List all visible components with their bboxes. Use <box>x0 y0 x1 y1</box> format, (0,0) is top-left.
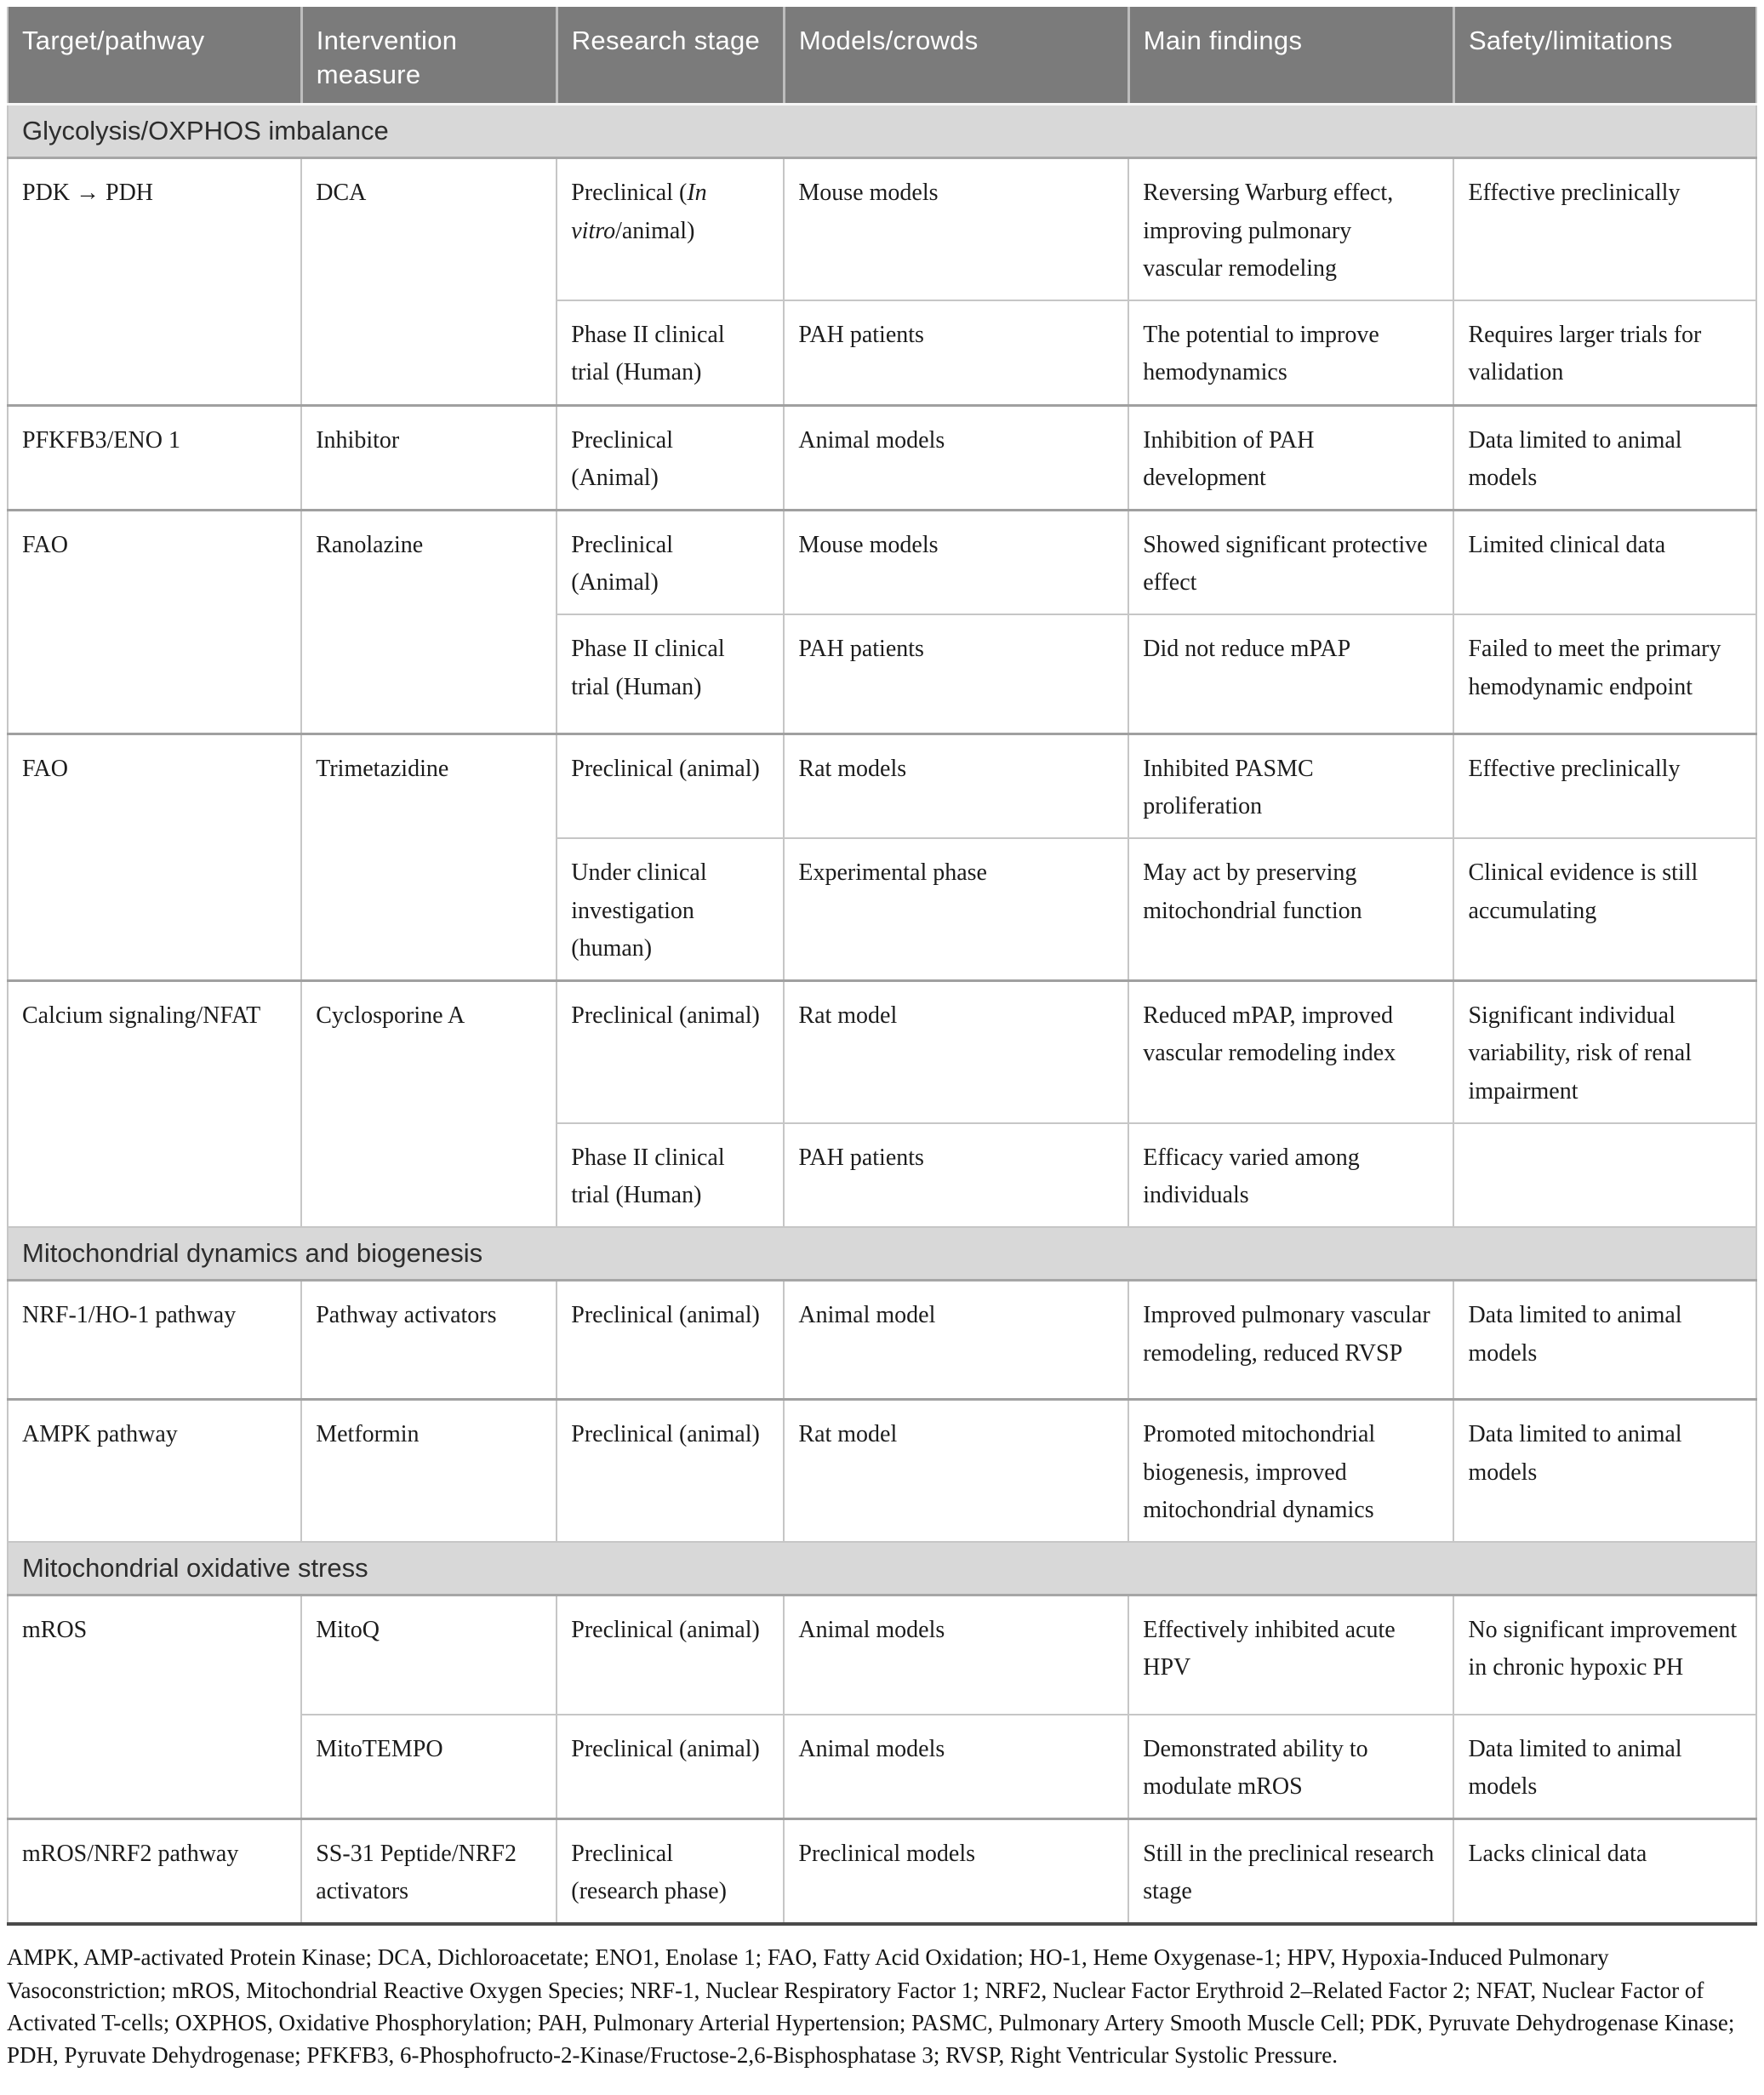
cell-findings: Did not reduce mPAP <box>1128 614 1453 734</box>
cell-models: PAH patients <box>784 300 1128 405</box>
column-header-safety-limitations: Safety/limitations <box>1453 7 1756 105</box>
cell-models: Rat models <box>784 734 1128 838</box>
cell-models: Animal models <box>784 405 1128 510</box>
cell-findings: Inhibition of PAH development <box>1128 405 1453 510</box>
cell-safety: Data limited to animal models <box>1453 1400 1756 1542</box>
cell-models: Animal model <box>784 1281 1128 1400</box>
section-title: Mitochondrial oxidative stress <box>8 1542 1756 1596</box>
cell-intervention: SS-31 Peptide/NRF2 activators <box>301 1818 557 1924</box>
cell-stage: Preclinical (Animal) <box>557 510 784 614</box>
cell-safety: Failed to meet the primary hemodynamic endpoint <box>1453 614 1756 734</box>
cell-safety: Effective preclinically <box>1453 734 1756 838</box>
table-row <box>8 405 1756 510</box>
cell-findings: Reversing Warburg effect, improving pulmonary vascular remodeling <box>1128 158 1453 300</box>
cell-stage: Under clinical investigation (human) <box>557 838 784 980</box>
section-header-mitochondrial-oxidative-stress <box>8 1542 1756 1596</box>
cell-safety: Requires larger trials for validation <box>1453 300 1756 405</box>
column-header-research-stage: Research stage <box>557 7 784 105</box>
cell-stage: Preclinical (animal) <box>557 734 784 838</box>
cell-intervention: Metformin <box>301 1400 557 1542</box>
cell-intervention: Trimetazidine <box>301 734 557 980</box>
cell-models: Rat model <box>784 981 1128 1123</box>
cell-target: AMPK pathway <box>8 1400 301 1542</box>
cell-safety <box>1453 1123 1756 1227</box>
cell-target: PDK → PDH <box>8 158 301 405</box>
cell-models: Mouse models <box>784 510 1128 614</box>
cell-target: NRF-1/HO-1 pathway <box>8 1281 301 1400</box>
cell-intervention: MitoQ <box>301 1596 557 1715</box>
column-header-intervention-measure: Intervention measure <box>301 7 557 105</box>
cell-models: PAH patients <box>784 614 1128 734</box>
cell-safety: Significant individual variability, risk of renal impairment <box>1453 981 1756 1123</box>
abbreviations-footnote: AMPK, AMP-activated Protein Kinase; DCA, Dichloroacetate; ENO1, Enolase 1; FAO, Fatty Acid Oxidation; HO-1, Heme Oxygenase-1; HPV, Hypoxia-Induced Pulmonary Vasoconstriction; mROS, Mitochondrial Reactive Oxygen Species; NRF-1, Nuclear Respiratory Factor 1; NRF2, Nuclear Factor Erythroid 2–Related Factor 2; NFAT, Nuclear Factor of Activated T-cells; OXPHOS, Oxidative Phosphorylation; PAH, Pulmonary Arterial Hypertension; PASMC, Pulmonary Artery Smooth Muscle Cell; PDK, Pyruvate Dehydrogenase Kinase; PDH, Pyruvate Dehydrogenase; PFKFB3, 6-Phosphofructo-2-Kinase/Fructose-2,6-Bisphosphatase 3; RVSP, Right Ventricular Systolic Pressure. <box>7 1944 1735 2069</box>
treatments-table <box>7 7 1757 1926</box>
cell-safety: Limited clinical data <box>1453 510 1756 614</box>
cell-safety: Lacks clinical data <box>1453 1818 1756 1924</box>
cell-stage: Preclinical (animal) <box>557 1281 784 1400</box>
cell-intervention: Ranolazine <box>301 510 557 734</box>
cell-target: FAO <box>8 734 301 980</box>
cell-findings: Inhibited PASMC proliferation <box>1128 734 1453 838</box>
cell-stage: Preclinical (animal) <box>557 1715 784 1819</box>
cell-intervention: DCA <box>301 158 557 405</box>
column-header-main-findings: Main findings <box>1128 7 1453 105</box>
cell-target: FAO <box>8 510 301 734</box>
cell-models: Rat model <box>784 1400 1128 1542</box>
cell-stage: Phase II clinical trial (Human) <box>557 300 784 405</box>
cell-findings: Efficacy varied among individuals <box>1128 1123 1453 1227</box>
cell-findings: Effectively inhibited acute HPV <box>1128 1596 1453 1715</box>
cell-target: mROS/NRF2 pathway <box>8 1818 301 1924</box>
cell-findings: May act by preserving mitochondrial function <box>1128 838 1453 980</box>
cell-models: Mouse models <box>784 158 1128 300</box>
cell-target: mROS <box>8 1596 301 1819</box>
section-title: Mitochondrial dynamics and biogenesis <box>8 1227 1756 1281</box>
cell-safety: Clinical evidence is still accumulating <box>1453 838 1756 980</box>
cell-stage: Preclinical (animal) <box>557 1400 784 1542</box>
cell-stage: Preclinical (animal) <box>557 981 784 1123</box>
table-row <box>8 1400 1756 1542</box>
cell-findings: The potential to improve hemodynamics <box>1128 300 1453 405</box>
cell-models: Experimental phase <box>784 838 1128 980</box>
cell-findings: Promoted mitochondrial biogenesis, improved mitochondrial dynamics <box>1128 1400 1453 1542</box>
cell-target: Calcium signaling/NFAT <box>8 981 301 1228</box>
cell-target: PFKFB3/ENO 1 <box>8 405 301 510</box>
cell-safety: Effective preclinically <box>1453 158 1756 300</box>
table-row <box>8 981 1756 1123</box>
table-row <box>8 1596 1756 1715</box>
column-header-target-pathway: Target/pathway <box>8 7 301 105</box>
cell-intervention: MitoTEMPO <box>301 1715 557 1819</box>
cell-models: Animal models <box>784 1596 1128 1715</box>
table-row <box>8 510 1756 614</box>
cell-findings: Still in the preclinical research stage <box>1128 1818 1453 1924</box>
cell-models: Preclinical models <box>784 1818 1128 1924</box>
cell-findings: Demonstrated ability to modulate mROS <box>1128 1715 1453 1819</box>
column-header-models-crowds: Models/crowds <box>784 7 1128 105</box>
cell-stage: Phase II clinical trial (Human) <box>557 614 784 734</box>
cell-safety: Data limited to animal models <box>1453 1715 1756 1819</box>
table-header-row <box>8 7 1756 105</box>
cell-stage: Preclinical (research phase) <box>557 1818 784 1924</box>
cell-stage: Preclinical (In vitro/animal) <box>557 158 784 300</box>
cell-safety: No significant improvement in chronic hypoxic PH <box>1453 1596 1756 1715</box>
cell-stage: Preclinical (Animal) <box>557 405 784 510</box>
table-row <box>8 734 1756 838</box>
cell-findings: Improved pulmonary vascular remodeling, reduced RVSP <box>1128 1281 1453 1400</box>
cell-models: Animal models <box>784 1715 1128 1819</box>
table-row <box>8 1818 1756 1924</box>
section-header-mitochondrial-dynamics <box>8 1227 1756 1281</box>
section-header-glycolysis-oxphos <box>8 105 1756 158</box>
cell-models: PAH patients <box>784 1123 1128 1227</box>
cell-intervention: Inhibitor <box>301 405 557 510</box>
cell-safety: Data limited to animal models <box>1453 405 1756 510</box>
cell-findings: Reduced mPAP, improved vascular remodeling index <box>1128 981 1453 1123</box>
cell-intervention: Cyclosporine A <box>301 981 557 1228</box>
table-row <box>8 158 1756 300</box>
section-title: Glycolysis/OXPHOS imbalance <box>8 105 1756 158</box>
cell-intervention: Pathway activators <box>301 1281 557 1400</box>
table-row <box>8 1281 1756 1400</box>
cell-safety: Data limited to animal models <box>1453 1281 1756 1400</box>
cell-stage: Phase II clinical trial (Human) <box>557 1123 784 1227</box>
cell-findings: Showed significant protective effect <box>1128 510 1453 614</box>
cell-stage: Preclinical (animal) <box>557 1596 784 1715</box>
